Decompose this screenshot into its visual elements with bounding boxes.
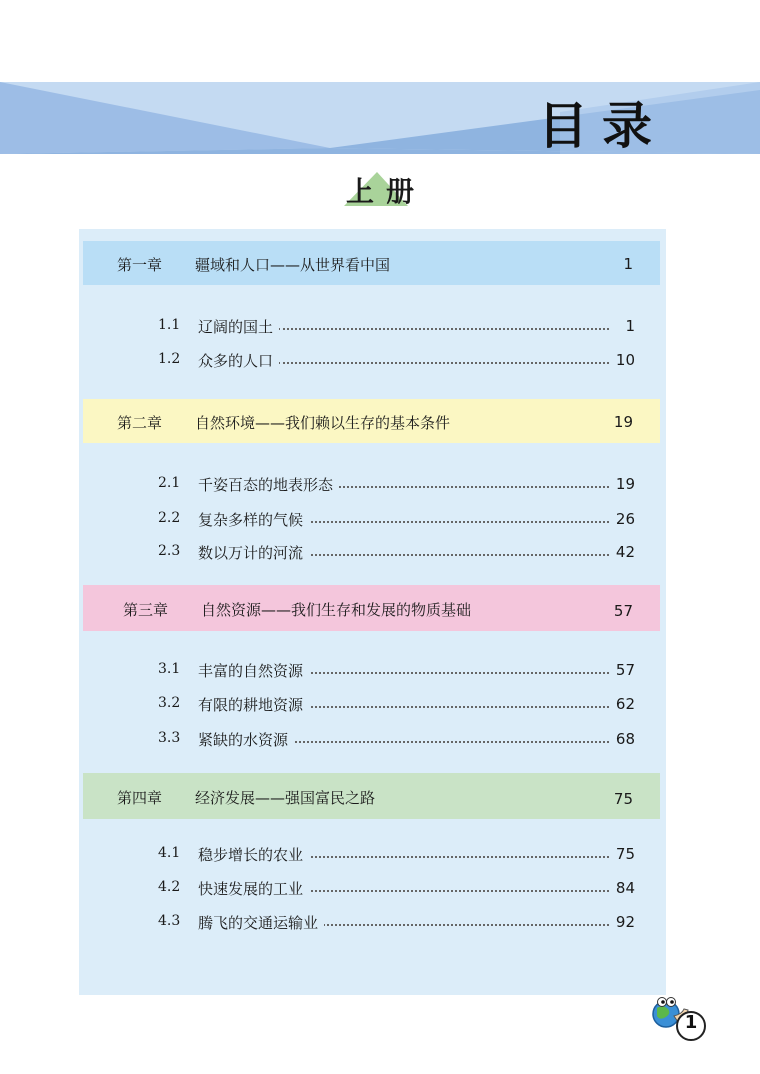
chapter-number: 第四章 [117,789,163,807]
chapter-number: 第二章 [117,414,163,432]
section-row[interactable] [158,877,635,899]
toc-panel [79,229,666,995]
page-title: 目录 [538,97,666,155]
chapter-page: 1 [623,255,633,273]
section-title: 数以万计的河流 [198,542,309,563]
chapter-page: 19 [613,413,633,431]
chapter-title: 自然环境——我们赖以生存的基本条件 [195,414,451,432]
section-page: 57 [613,661,635,679]
section-page: 75 [613,845,635,863]
chapter-number: 第一章 [117,256,163,274]
section-number: 1.2 [158,351,181,367]
dot-leader [278,706,609,708]
section-row[interactable] [158,473,635,495]
chapter-row[interactable] [83,399,660,443]
section-page: 10 [613,351,635,369]
chapter-row[interactable] [83,773,660,819]
dot-leader [278,672,609,674]
section-row[interactable] [158,508,635,530]
volume-heading [322,166,432,210]
section-row[interactable] [158,728,635,750]
section-page: 92 [613,913,635,931]
volume-label: 上册 [346,175,427,208]
section-row[interactable] [158,541,635,563]
dot-leader [278,924,609,926]
chapter-page: 75 [613,790,633,808]
section-page: 26 [613,510,635,528]
section-title: 丰富的自然资源 [198,660,309,681]
section-title: 快速发展的工业 [198,878,309,899]
section-row[interactable] [158,843,635,865]
chapter-number: 第三章 [123,601,169,619]
chapter-row[interactable] [83,585,660,631]
section-number: 3.1 [158,661,181,677]
section-title: 紧缺的水资源 [198,729,294,750]
section-row[interactable] [158,315,635,337]
dot-leader [278,741,609,743]
section-row[interactable] [158,659,635,681]
chapter-row[interactable] [83,241,660,285]
section-page: 62 [613,695,635,713]
dot-leader [278,362,609,364]
section-number: 2.2 [158,510,181,526]
section-page: 42 [613,543,635,561]
section-title: 辽阔的国土 [198,316,279,337]
section-page: 68 [613,730,635,748]
dot-leader [278,890,609,892]
section-title: 稳步增长的农业 [198,844,309,865]
dot-leader [278,328,609,330]
dot-leader [278,856,609,858]
dot-leader [278,521,609,523]
chapter-title: 自然资源——我们生存和发展的物质基础 [201,601,472,619]
section-number: 2.1 [158,475,181,491]
section-title: 千姿百态的地表形态 [198,474,339,495]
section-number: 1.1 [158,317,181,333]
section-title: 复杂多样的气候 [198,509,309,530]
chapter-title: 疆域和人口——从世界看中国 [195,256,391,274]
section-page: 1 [613,317,635,335]
section-title: 腾飞的交通运输业 [198,912,324,933]
section-number: 2.3 [158,543,181,559]
section-page: 84 [613,879,635,897]
section-title: 有限的耕地资源 [198,694,309,715]
section-row[interactable] [158,911,635,933]
section-page: 19 [613,475,635,493]
section-number: 3.3 [158,730,181,746]
dot-leader [278,554,609,556]
chapter-page: 57 [613,602,633,620]
chapter-title: 经济发展——强国富民之路 [195,789,376,807]
section-number: 3.2 [158,695,181,711]
section-row[interactable] [158,349,635,371]
page-number: 1 [684,1012,698,1033]
section-number: 4.2 [158,879,181,895]
section-row[interactable] [158,693,635,715]
section-title: 众多的人口 [198,350,279,371]
section-number: 4.1 [158,845,181,861]
section-number: 4.3 [158,913,181,929]
